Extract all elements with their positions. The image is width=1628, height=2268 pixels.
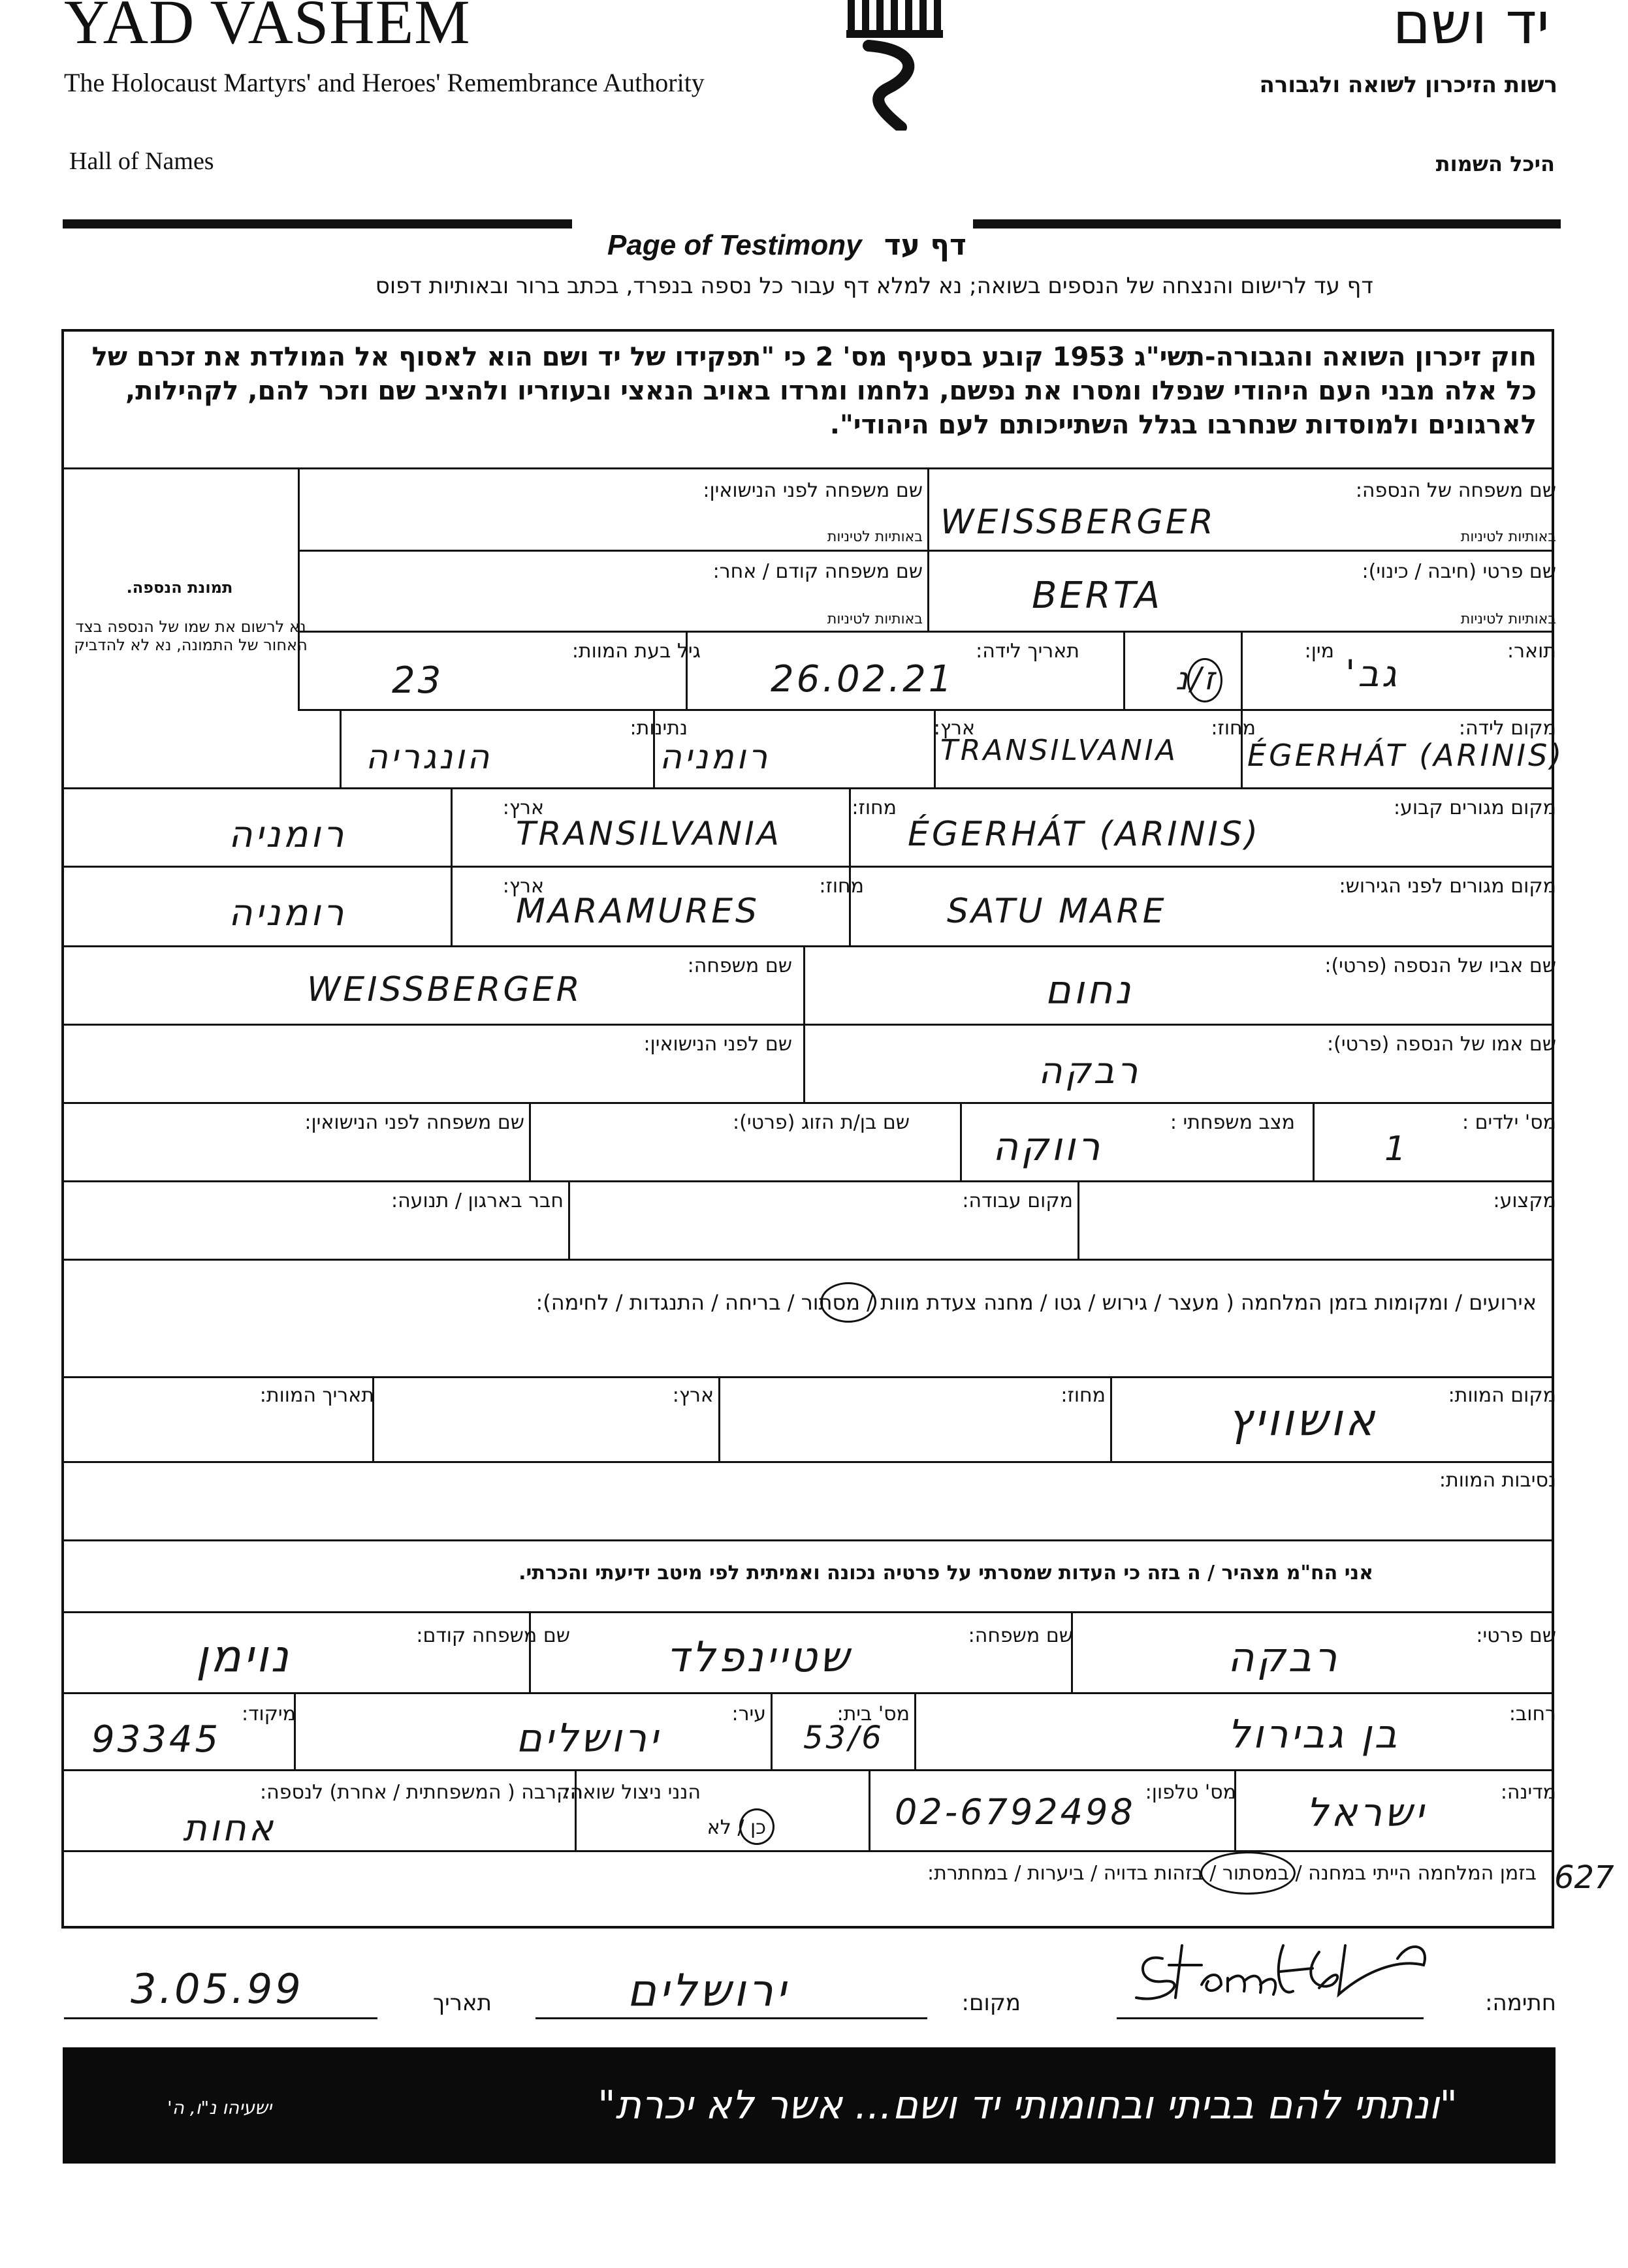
label-death-region: מחוז: <box>1061 1384 1106 1407</box>
value-surname: WEISSBERGER <box>940 503 1216 542</box>
value-birth-region: TRANSILVANIA <box>940 734 1178 767</box>
value-state: ישראל <box>1306 1790 1427 1836</box>
value-first-name: BERTA <box>1032 575 1163 617</box>
value-residence-country: רומניה <box>229 813 347 856</box>
label-wartime-events: אירועים / ומקומות בזמן המלחמה ( מעצר / גירוש / גטו / מחנה צעדת מוות / מסתור / בריחה / התנגדות / לחימה): <box>535 1290 1537 1315</box>
value-submitter-first: רבקה <box>1228 1633 1340 1681</box>
date-line <box>64 2017 377 2019</box>
grid-column-line <box>803 945 805 1024</box>
grid-column-line <box>914 1692 916 1769</box>
label-mother-name: שם אמו של הנספה (פרטי): <box>1327 1033 1556 1056</box>
grid-column-line <box>529 1102 531 1180</box>
value-title: גב' <box>1345 653 1399 695</box>
grid-column-line <box>298 467 300 709</box>
label-death-place: מקום המוות: <box>1448 1384 1556 1407</box>
yes-circle-mark <box>739 1808 774 1845</box>
photo-box-title: תמונת הנספה. <box>126 578 233 597</box>
label-submitter-previous: שם משפחה קודם: <box>416 1624 570 1647</box>
law-text-1: חוק זיכרון השואה והגבורה-תשי"ג 1953 קובע בסעיף מס' 2 כי "תפקידו של יד ושם הוא לאסוף אל המולדת את זכרם של <box>91 342 1537 372</box>
value-city: ירושלים <box>516 1716 661 1761</box>
label-death-date: תאריך המוות: <box>259 1384 374 1407</box>
grid-row-line <box>298 709 1554 711</box>
law-text-3: לארגונים ולמוסדות שנחרבו בגלל השתייכותם לעם היהודי". <box>829 410 1537 440</box>
label-title: תואר: <box>1507 640 1556 663</box>
label-city: עיר: <box>731 1703 766 1725</box>
org-subtitle-en: The Holocaust Martyrs' and Heroes' Remembrance Authority <box>64 68 705 97</box>
grid-row-line <box>63 787 1554 789</box>
grid-row-line <box>63 866 1554 868</box>
label-wartime-country: ארץ: <box>502 875 544 898</box>
org-name-en: YAD VASHEM <box>64 0 471 57</box>
value-birth-date: 26.02.21 <box>771 658 955 701</box>
grid-row-line <box>63 467 1554 469</box>
label-previous-latin: באותיות לטיניות <box>827 611 923 627</box>
label-wartime-status: בזמן המלחמה הייתי במחנה / במסתור / בזהות בדויה / ביערות / במחתרת: <box>927 1862 1537 1885</box>
label-birthplace: מקום לידה: <box>1458 717 1556 740</box>
value-children: 1 <box>1384 1129 1409 1169</box>
label-workplace: מקום עבודה: <box>962 1189 1073 1212</box>
value-submitter-family: שטיינפלד <box>666 1633 852 1682</box>
grid-column-line <box>451 866 453 945</box>
label-residence-country: ארץ: <box>502 796 544 819</box>
label-maiden-latin: באותיות לטיניות <box>827 529 923 545</box>
header-bar-right <box>973 219 1561 228</box>
grid-row-line <box>298 550 1554 552</box>
grid-column-line <box>960 1102 962 1180</box>
label-survivor: הנני ניצול שואה: <box>563 1781 701 1804</box>
value-relation: אחות <box>183 1807 276 1850</box>
signature-line <box>1117 2017 1424 2019</box>
label-birth-region: מחוז: <box>1211 717 1256 740</box>
value-place: ירושלים <box>627 1965 789 2017</box>
grid-row-line <box>63 1376 1554 1378</box>
value-house-number: 53/6 <box>803 1720 884 1756</box>
hall-of-names-en: Hall of Names <box>69 148 214 175</box>
grid-column-line <box>1071 1611 1073 1692</box>
label-surname: שם משפחה של הנספה: <box>1355 479 1556 502</box>
value-father-family: WEISSBERGER <box>307 970 583 1009</box>
value-margin-note: 627 <box>1554 1859 1614 1896</box>
label-mother-maiden: שם לפני הנישואין: <box>643 1033 792 1056</box>
form-title-en: Page of Testimony <box>607 229 862 261</box>
footer-source: ישעיהו נ"ו, ה' <box>167 2097 272 2118</box>
label-permanent-residence: מקום מגורים קבוע: <box>1394 796 1556 819</box>
label-signature: חתימה: <box>1485 1990 1556 2016</box>
label-first-name: שם פרטי (חיבה / כינוי): <box>1362 560 1556 583</box>
value-birth-town: ÉGERHÁT (ARINIS) <box>1247 738 1565 773</box>
value-wartime-town: SATU MARE <box>947 892 1167 931</box>
law-text-2: כל אלה מבני העם היהודי שנפלו ומסרו את נפשם, נלחמו ומרדו באויב הנאצי ובעוזריו ולהציב שם וזכר להם, לקהילות, <box>125 376 1537 406</box>
photo-box-note: נא לרשום את שמו של הנספה בצד האחור של התמונה, נא לא להדביק <box>74 618 308 654</box>
value-marital-status: רווקה <box>993 1124 1103 1170</box>
grid-column-line <box>869 1769 870 1850</box>
label-state: מדינה: <box>1500 1781 1556 1804</box>
grid-column-line <box>340 709 342 787</box>
grid-row-line <box>63 945 1554 947</box>
grid-row-line <box>63 1692 1554 1694</box>
label-organization: חבר בארגון / תנועה: <box>391 1189 564 1212</box>
grid-row-line <box>63 1769 1554 1771</box>
ghetto-circle-mark <box>820 1282 876 1323</box>
label-age-at-death: גיל בעת המוות: <box>571 640 701 663</box>
value-submitter-previous: נוימן <box>196 1631 291 1682</box>
label-wartime-region: מחוז: <box>819 875 864 898</box>
label-residence-region: מחוז: <box>852 796 897 819</box>
label-spouse-maiden: שם משפחה לפני הנישואין: <box>304 1111 524 1134</box>
label-father-family: שם משפחה: <box>687 954 792 977</box>
grid-column-line <box>1110 1376 1112 1461</box>
label-marital-status: מצב משפחתי : <box>1170 1111 1295 1134</box>
grid-row-line <box>63 1259 1554 1261</box>
label-profession: מקצוע: <box>1493 1189 1556 1212</box>
grid-column-line <box>927 467 929 631</box>
grid-column-line <box>451 787 453 866</box>
grid-row-line <box>63 1461 1554 1463</box>
grid-column-line <box>718 1376 720 1461</box>
value-death-place: אושוויץ <box>1228 1394 1378 1446</box>
value-gender: ז/נ <box>1175 661 1218 697</box>
org-name-he: יד ושם <box>1392 0 1550 57</box>
label-submitter-first: שם פרטי: <box>1476 1624 1556 1647</box>
label-maiden-name: שם משפחה לפני הנישואין: <box>703 479 923 502</box>
label-death-circumstances: נסיבות המוות: <box>1439 1469 1556 1492</box>
grid-column-line <box>529 1611 531 1692</box>
form-title-he: דף עד <box>884 228 966 262</box>
label-first-latin: באותיות לטיניות <box>1460 611 1556 627</box>
label-father-name: שם אביו של הנספה (פרטי): <box>1324 954 1556 977</box>
submitter-signature <box>1123 1932 1450 2017</box>
label-spouse-name: שם בן/ת הזוג (פרטי): <box>733 1111 910 1134</box>
label-date: תאריך <box>432 1990 492 2016</box>
label-house-number: מס' בית: <box>837 1703 910 1725</box>
value-date: 3.05.99 <box>131 1965 304 2013</box>
form-instructions: דף עד לרישום והנצחה של הנספים בשואה; נא למלא דף עבור כל נספה בנפרד, בכתב ברור ובאותיות דפוס <box>375 273 1373 299</box>
hall-of-names-he: היכל השמות <box>1435 151 1555 176</box>
label-previous-surname: שם משפחה קודם / אחר: <box>712 560 923 583</box>
label-children: מס' ילדים : <box>1461 1111 1556 1134</box>
label-birth-country: ארץ: <box>933 717 975 740</box>
grid-row-line <box>298 631 1554 633</box>
grid-row-line <box>63 1024 1554 1026</box>
label-submitter-family: שם משפחה: <box>968 1624 1073 1647</box>
footer-quote: "ונתתי להם בביתי ובחומותי יד ושם... אשר לא יכרת" <box>598 2083 1458 2128</box>
value-nationality: הונגריה <box>366 738 492 777</box>
label-birth-date: תאריך לידה: <box>976 640 1079 663</box>
value-wartime-country: רומניה <box>229 892 347 934</box>
value-wartime-region: MARAMURES <box>516 892 760 931</box>
label-yes-no: כן / לא <box>707 1816 766 1839</box>
value-father-name: נחום <box>1045 968 1134 1013</box>
header-bar-left <box>63 219 572 228</box>
declaration-text: אני הח"מ מצהיר / ה בזה כי העדות שמסרתי על פרטיה נכונה ואמיתית לפי מיטב ידיעתי והכרתי. <box>519 1562 1373 1584</box>
label-phone: מס' טלפון: <box>1145 1781 1236 1804</box>
label-gender: מין: <box>1304 640 1334 663</box>
label-place: מקום: <box>961 1990 1021 2016</box>
grid-row-line <box>63 1102 1554 1104</box>
label-street: רחוב: <box>1508 1703 1556 1725</box>
value-residence-region: TRANSILVANIA <box>516 815 782 853</box>
grid-column-line <box>1313 1102 1315 1180</box>
value-zip: 93345 <box>91 1718 221 1761</box>
grid-row-line <box>63 1539 1554 1541</box>
label-surname-latin: באותיות לטיניות <box>1460 529 1556 545</box>
form-title <box>607 228 966 262</box>
grid-row-line <box>63 1611 1554 1613</box>
place-line <box>535 2017 927 2019</box>
label-zip: מיקוד: <box>241 1703 296 1725</box>
value-street: בן גבירול <box>1228 1712 1400 1757</box>
org-subtitle-he: רשות הזיכרון לשואה ולגבורה <box>1259 72 1557 98</box>
hiding-circle-mark <box>1200 1851 1296 1895</box>
grid-row-line <box>63 1180 1554 1182</box>
value-mother-name: רבקה <box>1038 1050 1141 1092</box>
label-nationality: נתינות: <box>630 717 688 740</box>
grid-row-line <box>63 1926 1554 1928</box>
label-death-country: ארץ: <box>672 1384 714 1407</box>
value-age: 23 <box>392 659 444 702</box>
label-wartime-residence: מקום מגורים לפני הגירוש: <box>1339 875 1556 898</box>
yad-vashem-logo <box>842 0 953 131</box>
grid-column-line <box>1123 631 1125 709</box>
value-phone: 02-6792498 <box>895 1791 1136 1833</box>
value-birth-country: רומניה <box>660 738 771 777</box>
grid-column-line <box>568 1180 570 1259</box>
footer-quote-band <box>63 2047 1556 2164</box>
gender-circle-mark <box>1187 658 1222 702</box>
value-residence-town: ÉGERHÁT (ARINIS) <box>908 815 1261 854</box>
grid-column-line <box>1241 631 1243 709</box>
grid-column-line <box>1077 1180 1079 1259</box>
grid-column-line <box>849 787 851 866</box>
grid-row-line <box>63 1850 1554 1852</box>
grid-column-line <box>771 1692 773 1769</box>
label-relation: הקרבה ( המשפחתית / אחרת) לנספה: <box>260 1781 583 1804</box>
grid-column-line <box>803 1024 805 1102</box>
